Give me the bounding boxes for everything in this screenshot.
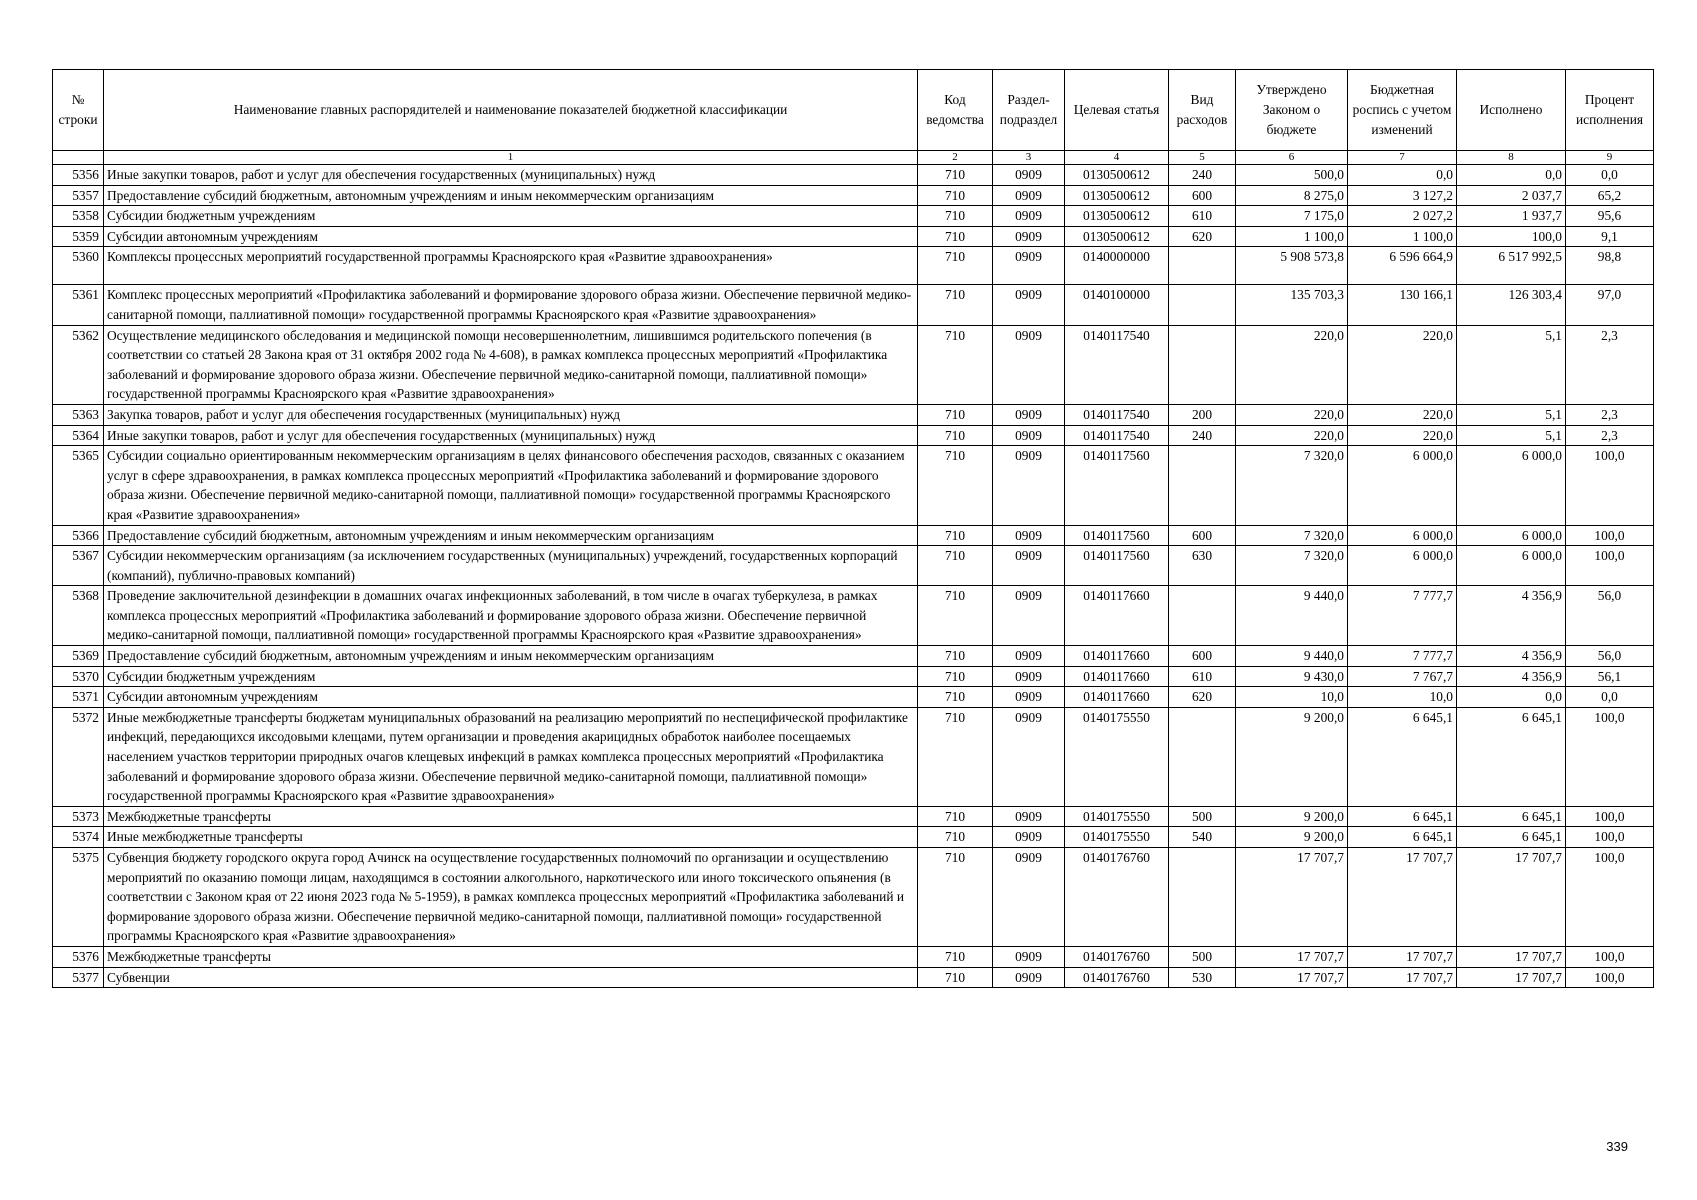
schedule-amount: 17 707,7 [1348,848,1457,947]
column-number-row [53,151,1654,165]
header-budget-schedule: Бюджетная роспись с учетом изменений [1348,70,1457,151]
section-code: 0909 [993,446,1065,525]
expense-type: 530 [1169,967,1236,988]
execution-percent: 100,0 [1566,446,1654,525]
approved-amount: 10,0 [1236,687,1348,708]
executed-amount: 17 707,7 [1457,848,1566,947]
section-code: 0909 [993,806,1065,827]
department-code: 710 [918,848,993,947]
executed-amount: 5,1 [1457,404,1566,425]
column-number: 4 [1065,151,1169,165]
expense-type [1169,446,1236,525]
expense-type: 500 [1169,946,1236,967]
row-number: 5371 [53,687,104,708]
header-target-article: Целевая статья [1065,70,1169,151]
schedule-amount: 6 000,0 [1348,446,1457,525]
execution-percent: 56,0 [1566,586,1654,646]
table-row [53,185,1654,206]
department-code: 710 [918,525,993,546]
section-code: 0909 [993,546,1065,586]
executed-amount: 6 645,1 [1457,806,1566,827]
executed-amount: 0,0 [1457,165,1566,186]
target-article: 0140175550 [1065,827,1169,848]
section-code: 0909 [993,206,1065,227]
section-code: 0909 [993,325,1065,404]
section-code: 0909 [993,687,1065,708]
execution-percent: 2,3 [1566,325,1654,404]
schedule-amount: 6 645,1 [1348,707,1457,806]
section-code: 0909 [993,165,1065,186]
schedule-amount: 2 027,2 [1348,206,1457,227]
schedule-amount: 7 777,7 [1348,646,1457,667]
row-number: 5360 [53,247,104,285]
department-code: 710 [918,946,993,967]
executed-amount: 126 303,4 [1457,285,1566,325]
header-approved: Утверждено Законом о бюджете [1236,70,1348,151]
target-article: 0140117660 [1065,586,1169,646]
approved-amount: 17 707,7 [1236,967,1348,988]
expense-type: 240 [1169,165,1236,186]
expense-type: 610 [1169,206,1236,227]
column-number [53,151,104,165]
approved-amount: 8 275,0 [1236,185,1348,206]
table-row [53,325,1654,404]
execution-percent: 2,3 [1566,425,1654,446]
executed-amount: 100,0 [1457,226,1566,247]
target-article: 0140117560 [1065,525,1169,546]
section-code: 0909 [993,185,1065,206]
header-name: Наименование главных распорядителей и наименование показателей бюджетной классификации [104,70,918,151]
row-number: 5368 [53,586,104,646]
column-number: 7 [1348,151,1457,165]
expense-type: 620 [1169,687,1236,708]
approved-amount: 9 430,0 [1236,666,1348,687]
executed-amount: 6 000,0 [1457,525,1566,546]
table-row [53,687,1654,708]
execution-percent: 100,0 [1566,967,1654,988]
row-number: 5365 [53,446,104,525]
approved-amount: 9 200,0 [1236,707,1348,806]
indicator-name: Субсидии автономным учреждениям [104,687,918,708]
section-code: 0909 [993,848,1065,947]
column-number: 9 [1566,151,1654,165]
executed-amount: 4 356,9 [1457,646,1566,667]
approved-amount: 9 200,0 [1236,806,1348,827]
table-row [53,848,1654,947]
schedule-amount: 6 000,0 [1348,546,1457,586]
section-code: 0909 [993,525,1065,546]
target-article: 0130500612 [1065,226,1169,247]
expense-type: 630 [1169,546,1236,586]
department-code: 710 [918,666,993,687]
executed-amount: 6 000,0 [1457,446,1566,525]
row-number: 5373 [53,806,104,827]
schedule-amount: 7 777,7 [1348,586,1457,646]
table-row [53,404,1654,425]
executed-amount: 5,1 [1457,425,1566,446]
section-code: 0909 [993,946,1065,967]
schedule-amount: 3 127,2 [1348,185,1457,206]
department-code: 710 [918,707,993,806]
table-row [53,707,1654,806]
execution-percent: 56,1 [1566,666,1654,687]
approved-amount: 1 100,0 [1236,226,1348,247]
department-code: 710 [918,206,993,227]
approved-amount: 220,0 [1236,425,1348,446]
approved-amount: 17 707,7 [1236,946,1348,967]
header-executed: Исполнено [1457,70,1566,151]
expense-type: 610 [1169,666,1236,687]
schedule-amount: 7 767,7 [1348,666,1457,687]
schedule-amount: 10,0 [1348,687,1457,708]
schedule-amount: 17 707,7 [1348,967,1457,988]
table-row [53,546,1654,586]
schedule-amount: 130 166,1 [1348,285,1457,325]
execution-percent: 100,0 [1566,546,1654,586]
schedule-amount: 6 645,1 [1348,827,1457,848]
row-number: 5374 [53,827,104,848]
row-number: 5369 [53,646,104,667]
indicator-name: Иные закупки товаров, работ и услуг для обеспечения государственных (муниципальных) нужд [104,165,918,186]
table-row [53,806,1654,827]
indicator-name: Субсидии бюджетным учреждениям [104,206,918,227]
department-code: 710 [918,226,993,247]
execution-percent: 100,0 [1566,806,1654,827]
row-number: 5357 [53,185,104,206]
executed-amount: 4 356,9 [1457,586,1566,646]
execution-percent: 0,0 [1566,687,1654,708]
schedule-amount: 0,0 [1348,165,1457,186]
target-article: 0140117540 [1065,325,1169,404]
row-number: 5356 [53,165,104,186]
executed-amount: 0,0 [1457,687,1566,708]
executed-amount: 17 707,7 [1457,946,1566,967]
executed-amount: 6 645,1 [1457,827,1566,848]
department-code: 710 [918,646,993,667]
approved-amount: 17 707,7 [1236,848,1348,947]
approved-amount: 5 908 573,8 [1236,247,1348,285]
table-row [53,827,1654,848]
target-article: 0140000000 [1065,247,1169,285]
indicator-name: Предоставление субсидий бюджетным, автономным учреждениям и иным некоммерческим организациям [104,646,918,667]
approved-amount: 9 440,0 [1236,646,1348,667]
section-code: 0909 [993,666,1065,687]
table-row [53,285,1654,325]
expense-type [1169,586,1236,646]
execution-percent: 100,0 [1566,848,1654,947]
target-article: 0140117540 [1065,404,1169,425]
column-number: 1 [104,151,918,165]
target-article: 0140175550 [1065,806,1169,827]
section-code: 0909 [993,425,1065,446]
table-row [53,425,1654,446]
expense-type: 540 [1169,827,1236,848]
execution-percent: 98,8 [1566,247,1654,285]
department-code: 710 [918,165,993,186]
column-number: 3 [993,151,1065,165]
approved-amount: 7 175,0 [1236,206,1348,227]
budget-table [52,69,1654,988]
target-article: 0140117660 [1065,666,1169,687]
department-code: 710 [918,687,993,708]
approved-amount: 7 320,0 [1236,525,1348,546]
expense-type [1169,848,1236,947]
executed-amount: 6 517 992,5 [1457,247,1566,285]
execution-percent: 2,3 [1566,404,1654,425]
indicator-name: Осуществление медицинского обследования и медицинской помощи несовершеннолетним, лишившимся родительского попечения (в соответствии со статьей 28 Закона края от 31 октября 2002 года № 4-608), в рамках комплекса процессных мероприятий «Профилактика заболеваний и формирование здорового образа жизни. Обеспечение первичной медико-санитарной помощи, паллиативной помощи» государственной программы Красноярского края «Развитие здравоохранения» [104,325,918,404]
expense-type [1169,285,1236,325]
department-code: 710 [918,325,993,404]
indicator-name: Субвенция бюджету городского округа город Ачинск на осуществление государственных полномочий по организации и осуществлению мероприятий по оказанию помощи лицам, находящимся в состоянии алкогольного, наркотического или иного токсического опьянения (в соответствии с Законом края от 22 июня 2023 года № 5-1959), в рамках комплекса процессных мероприятий «Профилактика заболеваний и формирование здорового образа жизни. Обеспечение первичной медико-санитарной помощи, паллиативной помощи» государственной программы Красноярского края «Развитие здравоохранения» [104,848,918,947]
row-number: 5370 [53,666,104,687]
table-row [53,666,1654,687]
executed-amount: 4 356,9 [1457,666,1566,687]
section-code: 0909 [993,707,1065,806]
schedule-amount: 220,0 [1348,325,1457,404]
expense-type: 600 [1169,185,1236,206]
table-row [53,525,1654,546]
target-article: 0130500612 [1065,165,1169,186]
executed-amount: 2 037,7 [1457,185,1566,206]
department-code: 710 [918,586,993,646]
table-row [53,586,1654,646]
approved-amount: 135 703,3 [1236,285,1348,325]
indicator-name: Субсидии социально ориентированным некоммерческим организациям в целях финансового обеспечения расходов, связанных с оказанием услуг в сфере здравоохранения, в рамках комплекса процессных мероприятий «Профилактика заболеваний и формирование здорового образа жизни. Обеспечение первичной медико-санитарной помощи, паллиативной помощи» государственной программы Красноярского края «Развитие здравоохранения» [104,446,918,525]
indicator-name: Комплексы процессных мероприятий государственной программы Красноярского края «Развитие здравоохранения» [104,247,918,285]
approved-amount: 500,0 [1236,165,1348,186]
header-percent: Процент исполнения [1566,70,1654,151]
indicator-name: Иные закупки товаров, работ и услуг для обеспечения государственных (муниципальных) нужд [104,425,918,446]
executed-amount: 5,1 [1457,325,1566,404]
approved-amount: 220,0 [1236,325,1348,404]
target-article: 0140117540 [1065,425,1169,446]
execution-percent: 0,0 [1566,165,1654,186]
schedule-amount: 220,0 [1348,425,1457,446]
row-number: 5363 [53,404,104,425]
section-code: 0909 [993,967,1065,988]
execution-percent: 100,0 [1566,946,1654,967]
schedule-amount: 1 100,0 [1348,226,1457,247]
approved-amount: 220,0 [1236,404,1348,425]
target-article: 0140176760 [1065,967,1169,988]
header-department-code: Код ведомства [918,70,993,151]
department-code: 710 [918,285,993,325]
table-body [53,165,1654,988]
department-code: 710 [918,546,993,586]
target-article: 0140176760 [1065,946,1169,967]
indicator-name: Межбюджетные трансферты [104,806,918,827]
column-number: 8 [1457,151,1566,165]
row-number: 5359 [53,226,104,247]
indicator-name: Предоставление субсидий бюджетным, автономным учреждениям и иным некоммерческим организациям [104,525,918,546]
execution-percent: 100,0 [1566,827,1654,848]
department-code: 710 [918,446,993,525]
section-code: 0909 [993,827,1065,848]
indicator-name: Субсидии некоммерческим организациям (за исключением государственных (муниципальных) учреждений, государственных корпораций (компаний), публично-правовых компаний) [104,546,918,586]
column-number: 6 [1236,151,1348,165]
row-number: 5366 [53,525,104,546]
approved-amount: 7 320,0 [1236,546,1348,586]
expense-type [1169,325,1236,404]
section-code: 0909 [993,247,1065,285]
section-code: 0909 [993,404,1065,425]
target-article: 0130500612 [1065,185,1169,206]
target-article: 0130500612 [1065,206,1169,227]
execution-percent: 95,6 [1566,206,1654,227]
table-row [53,646,1654,667]
expense-type [1169,247,1236,285]
indicator-name: Межбюджетные трансферты [104,946,918,967]
approved-amount: 9 440,0 [1236,586,1348,646]
header-section: Раздел-подраздел [993,70,1065,151]
table-row [53,206,1654,227]
schedule-amount: 6 596 664,9 [1348,247,1457,285]
expense-type: 600 [1169,525,1236,546]
section-code: 0909 [993,285,1065,325]
expense-type: 500 [1169,806,1236,827]
row-number: 5375 [53,848,104,947]
header-expense-type: Вид расходов [1169,70,1236,151]
department-code: 710 [918,967,993,988]
section-code: 0909 [993,226,1065,247]
schedule-amount: 6 645,1 [1348,806,1457,827]
executed-amount: 6 000,0 [1457,546,1566,586]
page-number: 339 [1606,1139,1628,1154]
schedule-amount: 17 707,7 [1348,946,1457,967]
execution-percent: 97,0 [1566,285,1654,325]
row-number: 5358 [53,206,104,227]
indicator-name: Предоставление субсидий бюджетным, автономным учреждениям и иным некоммерческим организациям [104,185,918,206]
section-code: 0909 [993,586,1065,646]
execution-percent: 65,2 [1566,185,1654,206]
expense-type: 620 [1169,226,1236,247]
table-row [53,946,1654,967]
indicator-name: Иные межбюджетные трансферты [104,827,918,848]
section-code: 0909 [993,646,1065,667]
department-code: 710 [918,827,993,848]
target-article: 0140117560 [1065,446,1169,525]
executed-amount: 17 707,7 [1457,967,1566,988]
target-article: 0140117560 [1065,546,1169,586]
indicator-name: Иные межбюджетные трансферты бюджетам муниципальных образований на реализацию мероприятий по неспецифической профилактике инфекций, передающихся иксодовыми клещами, путем организации и проведения акарицидных обработок наиболее посещаемых населением участков территории природных очагов клещевых инфекций в рамках комплекса процессных мероприятий «Профилактика заболеваний и формирование здорового образа жизни. Обеспечение первичной медико-санитарной помощи, паллиативной помощи» государственной программы Красноярского края «Развитие здравоохранения» [104,707,918,806]
row-number: 5377 [53,967,104,988]
column-number: 5 [1169,151,1236,165]
indicator-name: Субсидии бюджетным учреждениям [104,666,918,687]
approved-amount: 9 200,0 [1236,827,1348,848]
header-row-number: № строки [53,70,104,151]
schedule-amount: 220,0 [1348,404,1457,425]
executed-amount: 6 645,1 [1457,707,1566,806]
schedule-amount: 6 000,0 [1348,525,1457,546]
table-row [53,247,1654,285]
column-number: 2 [918,151,993,165]
expense-type: 600 [1169,646,1236,667]
table-row [53,165,1654,186]
indicator-name: Субсидии автономным учреждениям [104,226,918,247]
execution-percent: 100,0 [1566,707,1654,806]
expense-type [1169,707,1236,806]
indicator-name: Проведение заключительной дезинфекции в домашних очагах инфекционных заболеваний, в том числе в очагах туберкулеза, в рамках комплекса процессных мероприятий «Профилактика заболеваний и формирование здорового образа жизни. Обеспечение первичной медико-санитарной помощи, паллиативной помощи» государственной программы Красноярского края «Развитие здравоохранения» [104,586,918,646]
target-article: 0140117660 [1065,687,1169,708]
department-code: 710 [918,247,993,285]
executed-amount: 1 937,7 [1457,206,1566,227]
department-code: 710 [918,404,993,425]
target-article: 0140176760 [1065,848,1169,947]
header-row [53,70,1654,151]
target-article: 0140175550 [1065,707,1169,806]
department-code: 710 [918,806,993,827]
department-code: 710 [918,185,993,206]
row-number: 5367 [53,546,104,586]
execution-percent: 9,1 [1566,226,1654,247]
target-article: 0140117660 [1065,646,1169,667]
row-number: 5364 [53,425,104,446]
execution-percent: 100,0 [1566,525,1654,546]
indicator-name: Закупка товаров, работ и услуг для обеспечения государственных (муниципальных) нужд [104,404,918,425]
table-row [53,967,1654,988]
table-row [53,446,1654,525]
expense-type: 200 [1169,404,1236,425]
indicator-name: Комплекс процессных мероприятий «Профилактика заболеваний и формирование здорового образа жизни. Обеспечение первичной медико-санитарной помощи, паллиативной помощи» государственной программы Красноярского края «Развитие здравоохранения» [104,285,918,325]
row-number: 5362 [53,325,104,404]
indicator-name: Субвенции [104,967,918,988]
department-code: 710 [918,425,993,446]
expense-type: 240 [1169,425,1236,446]
execution-percent: 56,0 [1566,646,1654,667]
row-number: 5376 [53,946,104,967]
table-row [53,226,1654,247]
row-number: 5372 [53,707,104,806]
row-number: 5361 [53,285,104,325]
target-article: 0140100000 [1065,285,1169,325]
approved-amount: 7 320,0 [1236,446,1348,525]
